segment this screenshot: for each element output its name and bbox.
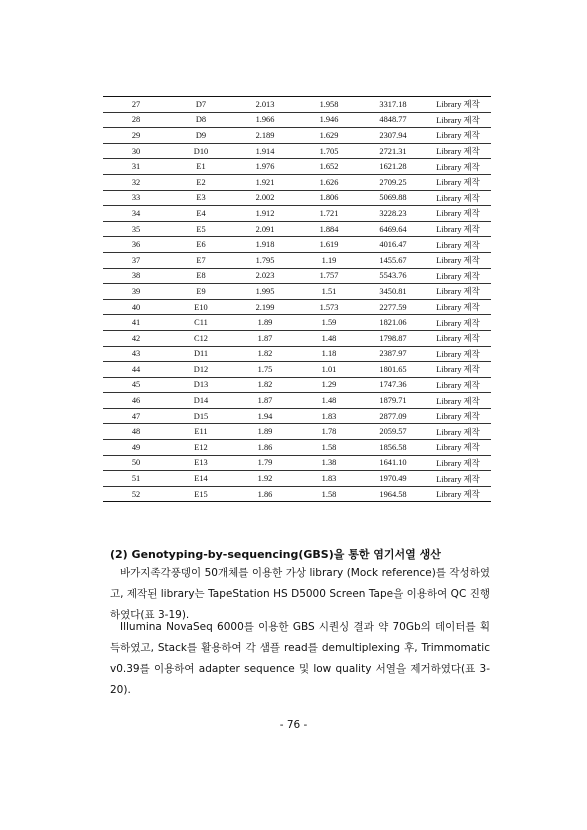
table-cell: 46 <box>103 393 169 409</box>
table-cell: 51 <box>103 471 169 487</box>
table-cell: D12 <box>169 362 233 378</box>
table-cell: 2721.31 <box>361 143 425 159</box>
table-cell: 5543.76 <box>361 268 425 284</box>
table-cell: 5069.88 <box>361 190 425 206</box>
table-cell: C11 <box>169 315 233 331</box>
table-cell: Library 제작 <box>425 143 491 159</box>
page-number: - 76 - <box>279 719 308 731</box>
table-cell: 1.86 <box>233 440 297 456</box>
table-row <box>103 299 491 315</box>
table-cell: 2.023 <box>233 268 297 284</box>
table-body <box>103 97 491 502</box>
table-cell: 1.58 <box>297 486 361 502</box>
table-cell: Library 제작 <box>425 284 491 300</box>
table-cell: Library 제작 <box>425 377 491 393</box>
table-row <box>103 346 491 362</box>
table-cell: 1.83 <box>297 471 361 487</box>
table-cell: 38 <box>103 268 169 284</box>
table-row <box>103 221 491 237</box>
paragraph-2: Illumina NovaSeq 6000를 이용한 GBS 시퀀싱 결과 약 70Gb의 데이터를 획득하였고, Stack를 활용하여 각 샘플 read를 demultiplexing 후, Trimmomatic v0.39를 이용하여 adapter sequence 및 low quality 서열을 제거하였다(표 3-20). <box>110 621 490 696</box>
table-cell: 2.189 <box>233 128 297 144</box>
table-cell: 44 <box>103 362 169 378</box>
table-cell: Library 제작 <box>425 206 491 222</box>
table-row <box>103 377 491 393</box>
table-cell: 1.75 <box>233 362 297 378</box>
table-cell: 1.82 <box>233 377 297 393</box>
table-cell: Library 제작 <box>425 424 491 440</box>
table-cell: 1.573 <box>297 299 361 315</box>
table-cell: 49 <box>103 440 169 456</box>
table-cell: 1.87 <box>233 330 297 346</box>
table-row <box>103 143 491 159</box>
table-cell: 1641.10 <box>361 455 425 471</box>
table-cell: 1.19 <box>297 252 361 268</box>
table-cell: 1.89 <box>233 424 297 440</box>
table-cell: 1.86 <box>233 486 297 502</box>
table-row <box>103 206 491 222</box>
table-cell: 1.48 <box>297 330 361 346</box>
table-cell: 1.59 <box>297 315 361 331</box>
table-cell: 1.721 <box>297 206 361 222</box>
table-cell: 37 <box>103 252 169 268</box>
table-row <box>103 252 491 268</box>
table-cell: 34 <box>103 206 169 222</box>
table-cell: 43 <box>103 346 169 362</box>
table-cell: 3228.23 <box>361 206 425 222</box>
table-cell: 6469.64 <box>361 221 425 237</box>
table-cell: 2.002 <box>233 190 297 206</box>
table-row <box>103 408 491 424</box>
table-cell: 1.619 <box>297 237 361 253</box>
table-cell: Library 제작 <box>425 393 491 409</box>
table-cell: E12 <box>169 440 233 456</box>
table-cell: E2 <box>169 174 233 190</box>
table-cell: 47 <box>103 408 169 424</box>
table-cell: 1.958 <box>297 97 361 113</box>
table-cell: 2059.57 <box>361 424 425 440</box>
table-cell: Library 제작 <box>425 299 491 315</box>
library-qc-table <box>103 96 491 502</box>
table-cell: 48 <box>103 424 169 440</box>
table-cell: Library 제작 <box>425 362 491 378</box>
table-cell: 1.18 <box>297 346 361 362</box>
table-cell: Library 제작 <box>425 486 491 502</box>
table-cell: Library 제작 <box>425 315 491 331</box>
table-cell: E14 <box>169 471 233 487</box>
table-row <box>103 440 491 456</box>
table-cell: 29 <box>103 128 169 144</box>
table-cell: 2387.97 <box>361 346 425 362</box>
table-cell: E6 <box>169 237 233 253</box>
table-cell: 1.912 <box>233 206 297 222</box>
table-cell: D9 <box>169 128 233 144</box>
table-cell: E15 <box>169 486 233 502</box>
table-cell: 1.918 <box>233 237 297 253</box>
table-cell: 42 <box>103 330 169 346</box>
table-cell: Library 제작 <box>425 346 491 362</box>
table-row <box>103 159 491 175</box>
table-cell: 1.38 <box>297 455 361 471</box>
table-cell: Library 제작 <box>425 408 491 424</box>
table-cell: D14 <box>169 393 233 409</box>
table-row <box>103 330 491 346</box>
paragraph-1: 바가지족각풍뎅이 50개체를 이용한 가상 library (Mock reference)를 작성하였고, 제작된 library는 TapeStation HS D5000 Screen Tape을 이용하여 QC 진행하였다(표 3-19). <box>110 567 490 621</box>
table-cell: 1.82 <box>233 346 297 362</box>
table-cell: 50 <box>103 455 169 471</box>
table-cell: 1.629 <box>297 128 361 144</box>
table-cell: Library 제작 <box>425 237 491 253</box>
table-cell: 1621.28 <box>361 159 425 175</box>
table-row <box>103 362 491 378</box>
table-cell: 1964.58 <box>361 486 425 502</box>
table-cell: Library 제작 <box>425 221 491 237</box>
table-cell: 1.626 <box>297 174 361 190</box>
table-cell: 1.806 <box>297 190 361 206</box>
table-cell: Library 제작 <box>425 455 491 471</box>
table-cell: 1.921 <box>233 174 297 190</box>
table-cell: 45 <box>103 377 169 393</box>
table-cell: Library 제작 <box>425 190 491 206</box>
table-cell: 1.87 <box>233 393 297 409</box>
table-cell: 3450.81 <box>361 284 425 300</box>
table-cell: 1747.36 <box>361 377 425 393</box>
table-cell: 2.013 <box>233 97 297 113</box>
table-cell: 40 <box>103 299 169 315</box>
table-cell: E5 <box>169 221 233 237</box>
table-cell: E3 <box>169 190 233 206</box>
table-cell: D8 <box>169 112 233 128</box>
table-row <box>103 190 491 206</box>
table-cell: 1.79 <box>233 455 297 471</box>
table-cell: 1.757 <box>297 268 361 284</box>
table-cell: 1.89 <box>233 315 297 331</box>
table-cell: 3317.18 <box>361 97 425 113</box>
table-cell: E11 <box>169 424 233 440</box>
table-cell: 1.995 <box>233 284 297 300</box>
table-cell: 1.92 <box>233 471 297 487</box>
table-cell: D13 <box>169 377 233 393</box>
table-cell: Library 제작 <box>425 128 491 144</box>
table-cell: 1.48 <box>297 393 361 409</box>
table-cell: 1.946 <box>297 112 361 128</box>
table-cell: 1.705 <box>297 143 361 159</box>
table-cell: Library 제작 <box>425 471 491 487</box>
table-cell: 1.795 <box>233 252 297 268</box>
table-cell: 2307.94 <box>361 128 425 144</box>
table-row <box>103 128 491 144</box>
table-row <box>103 268 491 284</box>
table-cell: 33 <box>103 190 169 206</box>
table-cell: 1.78 <box>297 424 361 440</box>
table-cell: 1970.49 <box>361 471 425 487</box>
table-cell: 1.914 <box>233 143 297 159</box>
table-cell: 1.94 <box>233 408 297 424</box>
table-cell: 1.884 <box>297 221 361 237</box>
table-cell: 1821.06 <box>361 315 425 331</box>
table-cell: 2.199 <box>233 299 297 315</box>
table-cell: 35 <box>103 221 169 237</box>
table-cell: 39 <box>103 284 169 300</box>
table-cell: 2277.59 <box>361 299 425 315</box>
table-row <box>103 237 491 253</box>
table-cell: 31 <box>103 159 169 175</box>
table-cell: E9 <box>169 284 233 300</box>
table-cell: 4848.77 <box>361 112 425 128</box>
table-cell: 30 <box>103 143 169 159</box>
table-cell: C12 <box>169 330 233 346</box>
table-row <box>103 315 491 331</box>
table-row <box>103 486 491 502</box>
table-cell: 41 <box>103 315 169 331</box>
table-cell: 1798.87 <box>361 330 425 346</box>
table-row <box>103 424 491 440</box>
table-cell: E13 <box>169 455 233 471</box>
table-cell: 2.091 <box>233 221 297 237</box>
table-cell: Library 제작 <box>425 330 491 346</box>
table-cell: 27 <box>103 97 169 113</box>
table-cell: 1.652 <box>297 159 361 175</box>
table-row <box>103 284 491 300</box>
table-cell: 1856.58 <box>361 440 425 456</box>
table-cell: Library 제작 <box>425 174 491 190</box>
table-cell: 1455.67 <box>361 252 425 268</box>
table-row <box>103 393 491 409</box>
table-cell: 4016.47 <box>361 237 425 253</box>
table-row <box>103 471 491 487</box>
table-cell: D7 <box>169 97 233 113</box>
table-cell: Library 제작 <box>425 112 491 128</box>
table-cell: 1.83 <box>297 408 361 424</box>
table-cell: 32 <box>103 174 169 190</box>
table-cell: Library 제작 <box>425 440 491 456</box>
table-cell: 28 <box>103 112 169 128</box>
table-cell: Library 제작 <box>425 159 491 175</box>
table-cell: 1.976 <box>233 159 297 175</box>
table-cell: 1.58 <box>297 440 361 456</box>
table-cell: 1.966 <box>233 112 297 128</box>
table-row <box>103 174 491 190</box>
table-cell: E7 <box>169 252 233 268</box>
table-cell: 36 <box>103 237 169 253</box>
table-cell: 1879.71 <box>361 393 425 409</box>
table-cell: D10 <box>169 143 233 159</box>
table-cell: Library 제작 <box>425 252 491 268</box>
table-cell: E10 <box>169 299 233 315</box>
table-cell: E4 <box>169 206 233 222</box>
table-cell: 1.01 <box>297 362 361 378</box>
table-cell: Library 제작 <box>425 97 491 113</box>
table-cell: 1801.65 <box>361 362 425 378</box>
table-cell: D15 <box>169 408 233 424</box>
table-cell: D11 <box>169 346 233 362</box>
table-cell: 2709.25 <box>361 174 425 190</box>
table-cell: 1.29 <box>297 377 361 393</box>
table-cell: E8 <box>169 268 233 284</box>
table-cell: 2877.09 <box>361 408 425 424</box>
table-cell: Library 제작 <box>425 268 491 284</box>
table-row <box>103 97 491 113</box>
section-heading: (2) Genotyping-by-sequencing(GBS)을 통한 염기서열 생산 <box>110 548 441 561</box>
table-cell: 52 <box>103 486 169 502</box>
table-cell: 1.51 <box>297 284 361 300</box>
table-cell: E1 <box>169 159 233 175</box>
table-row <box>103 112 491 128</box>
table-row <box>103 455 491 471</box>
